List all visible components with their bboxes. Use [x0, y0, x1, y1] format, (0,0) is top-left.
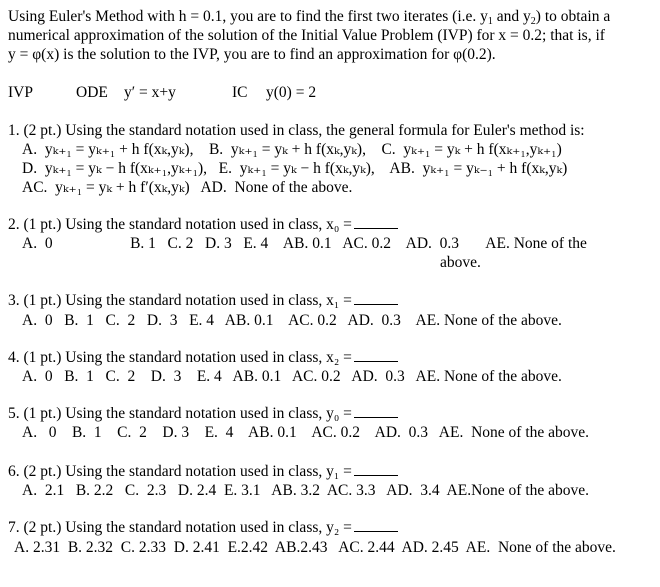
intro-line-3: y = φ(x) is the solution to the IVP, you are to find an approximation for φ(0.2). [8, 46, 496, 63]
question-1-options-row-3: AC. yₖ₊₁ = yₖ + h f′(xₖ,yₖ) AD. None of the above. [22, 179, 353, 196]
ivp-label: IVP [8, 84, 33, 101]
question-5-options: A. 0 B. 1 C. 2 D. 3 E. 4 AB. 0.1 AC. 0.2 AD. 0.3 AE. None of the above. [22, 424, 590, 441]
question-6-prompt: 6. (2 pt.) Using the standard notation used in class, y₁ = [8, 463, 398, 481]
question-4-prompt: 4. (1 pt.) Using the standard notation used in class, x₂ = [8, 349, 398, 367]
question-3-options: A. 0 B. 1 C. 2 D. 3 E. 4 AB. 0.1 AC. 0.2 AD. 0.3 AE. None of the above. [22, 312, 562, 329]
question-5-prompt: 5. (1 pt.) Using the standard notation used in class, y₀ = [8, 405, 398, 423]
question-1-options-row-2: D. yₖ₊₁ = yₖ − h f(xₖ₊₁,yₖ₊₁), E. yₖ₊₁ = yₖ − h f(xₖ,yₖ), AB. yₖ₊₁ = yₖ₋₁ + h f(xₖ,yₖ) [22, 160, 568, 177]
question-2-options-row-2: above. [440, 254, 481, 271]
intro-line-2: numerical approximation of the solution of the Initial Value Problem (IVP) for x = 0.2; that is, if [8, 27, 605, 44]
ode-equation: y′ = x+y [124, 84, 176, 101]
question-7-options: A. 2.31 B. 2.32 C. 2.33 D. 2.41 E.2.42 AB.2.43 AC. 2.44 AD. 2.45 AE. None of the above. [14, 539, 616, 556]
question-3-prompt: 3. (1 pt.) Using the standard notation used in class, x₁ = [8, 292, 398, 310]
answer-blank[interactable] [354, 216, 398, 229]
answer-blank[interactable] [354, 349, 398, 362]
answer-blank[interactable] [354, 463, 398, 476]
ode-label: ODE [76, 84, 108, 101]
question-7-prompt: 7. (2 pt.) Using the standard notation used in class, y₂ = [8, 519, 398, 537]
question-2-options-row-1: A. 0 B. 1 C. 2 D. 3 E. 4 AB. 0.1 AC. 0.2 AD. 0.3 AE. None of the [22, 235, 587, 252]
answer-blank[interactable] [354, 292, 398, 305]
answer-blank[interactable] [354, 405, 398, 418]
question-1-options-row-1: A. yₖ₊₁ = yₖ₊₁ + h f(xₖ,yₖ), B. yₖ₊₁ = yₖ + h f(xₖ,yₖ), C. yₖ₊₁ = yₖ + h f(xₖ₊₁,yₖ₊₁) [22, 141, 562, 158]
question-4-options: A. 0 B. 1 C. 2 D. 3 E. 4 AB. 0.1 AC. 0.2 AD. 0.3 AE. None of the above. [22, 368, 562, 385]
intro-line-1: Using Euler's Method with h = 0.1, you are to find the first two iterates (i.e. $y_1$ and $y_2$) to obtain a [8, 8, 611, 27]
question-2-prompt: 2. (1 pt.) Using the standard notation used in class, x₀ = [8, 216, 398, 234]
question-1-prompt: 1. (2 pt.) Using the standard notation used in class, the general formula for Euler's method is: [8, 122, 585, 139]
answer-blank[interactable] [354, 519, 398, 532]
question-6-options: A. 2.1 B. 2.2 C. 2.3 D. 2.4 E. 3.1 AB. 3.2 AC. 3.3 AD. 3.4 AE.None of the above. [22, 482, 590, 499]
ic-equation: y(0) = 2 [266, 84, 317, 101]
ic-label: IC [232, 84, 248, 101]
